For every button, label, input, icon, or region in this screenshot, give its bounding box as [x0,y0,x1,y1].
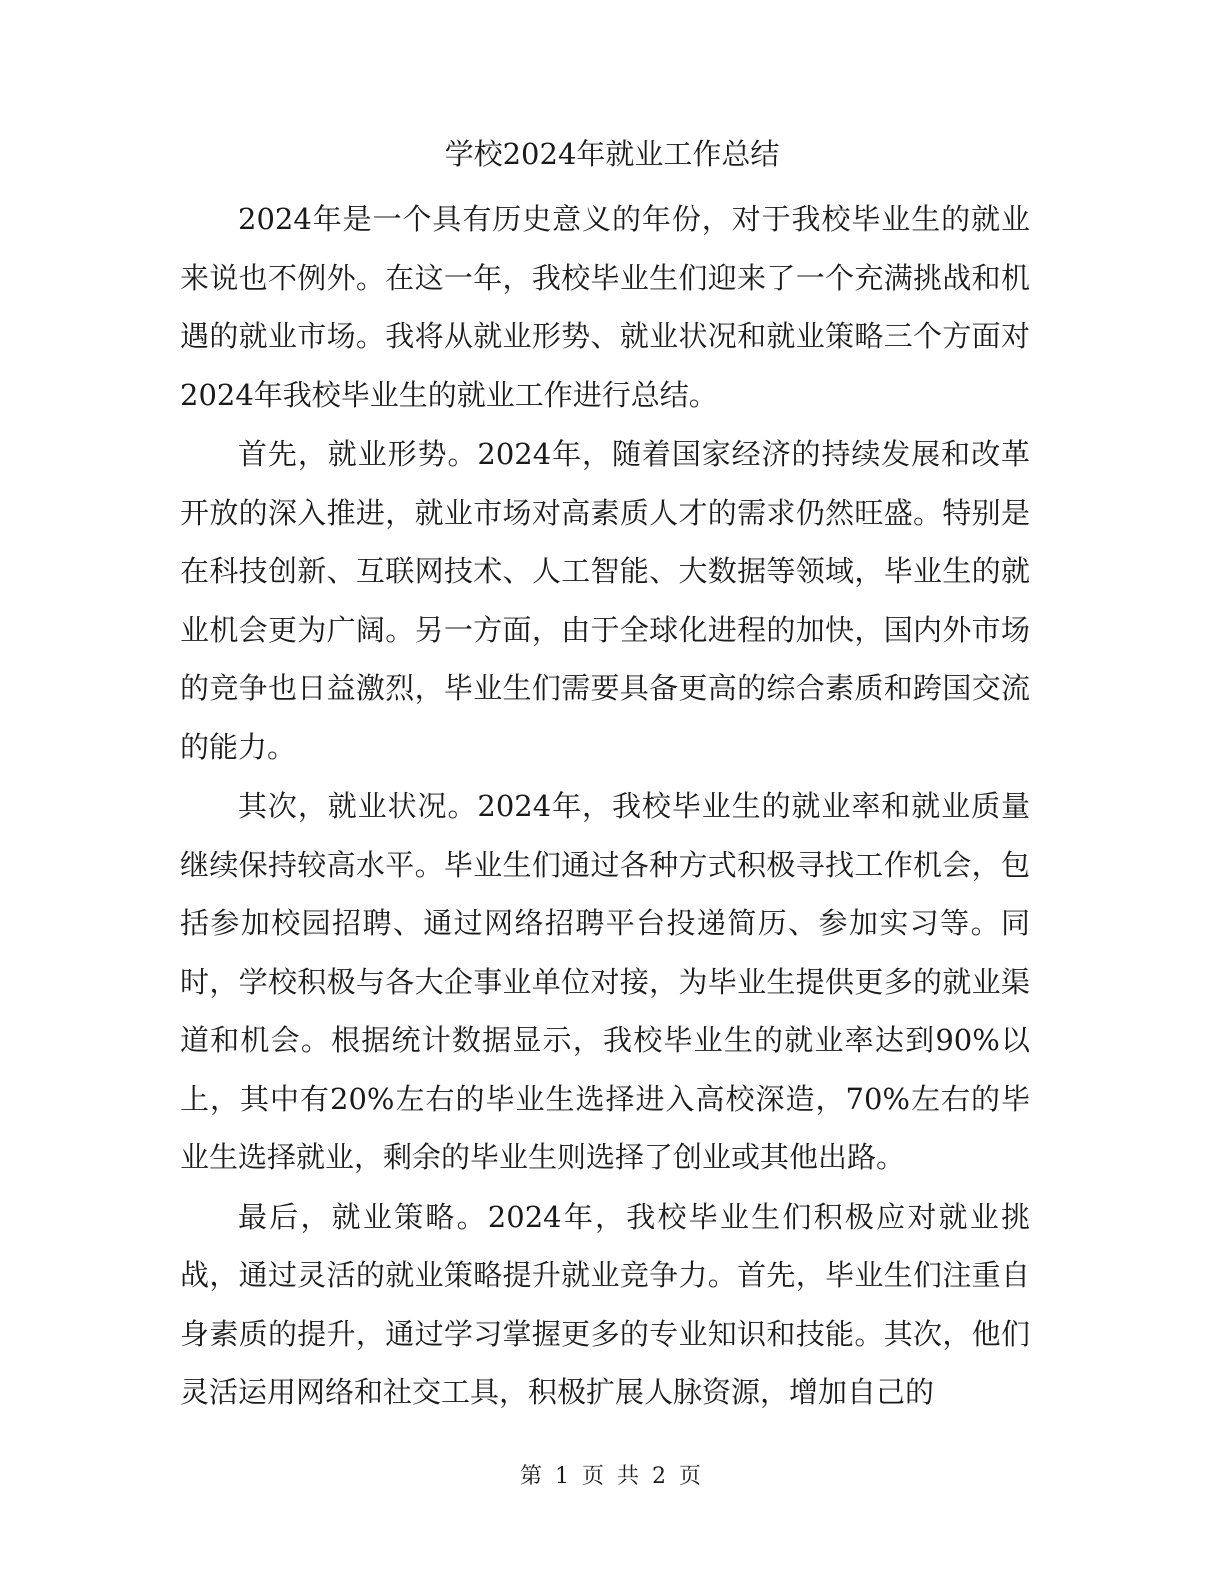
paragraph-employment-strategy: 最后，就业策略。2024年，我校毕业生们积极应对就业挑战，通过灵活的就业策略提升就业竞争力。首先，毕业生们注重自身素质的提升，通过学习掌握更多的专业知识和技能。其次，他们灵活运用网络和社交工具，积极扩展人脉资源，增加自己的 [180,1199,1030,1409]
document-body [180,190,1030,1423]
page-number-footer: 第 1 页 共 2 页 [520,1464,704,1489]
document-title: 学校2024年就业工作总结 [444,137,780,171]
paragraph-employment-status: 其次，就业状况。2024年，我校毕业生的就业率和就业质量继续保持较高水平。毕业生们通过各种方式积极寻找工作机会，包括参加校园招聘、通过网络招聘平台投递简历、参加实习等。同时，学校积极与各大企事业单位对接，为毕业生提供更多的就业渠道和机会。根据统计数据显示，我校毕业生的就业率达到90%以上，其中有20%左右的毕业生选择进入高校深造，70%左右的毕业生选择就业，剩余的毕业生则选择了创业或其他出路。 [180,789,1030,1174]
paragraph-employment-situation: 首先，就业形势。2024年，随着国家经济的持续发展和改革开放的深入推进，就业市场对高素质人才的需求仍然旺盛。特别是在科技创新、互联网技术、人工智能、大数据等领域，毕业生的就业机会更为广阔。另一方面，由于全球化进程的加快，国内外市场的竞争也日益激烈，毕业生们需要具备更高的综合素质和跨国交流的能力。 [180,437,1030,764]
paragraph-intro: 2024年是一个具有历史意义的年份，对于我校毕业生的就业来说也不例外。在这一年，我校毕业生们迎来了一个充满挑战和机遇的就业市场。我将从就业形势、就业状况和就业策略三个方面对2024年我校毕业生的就业工作进行总结。 [180,202,1030,412]
